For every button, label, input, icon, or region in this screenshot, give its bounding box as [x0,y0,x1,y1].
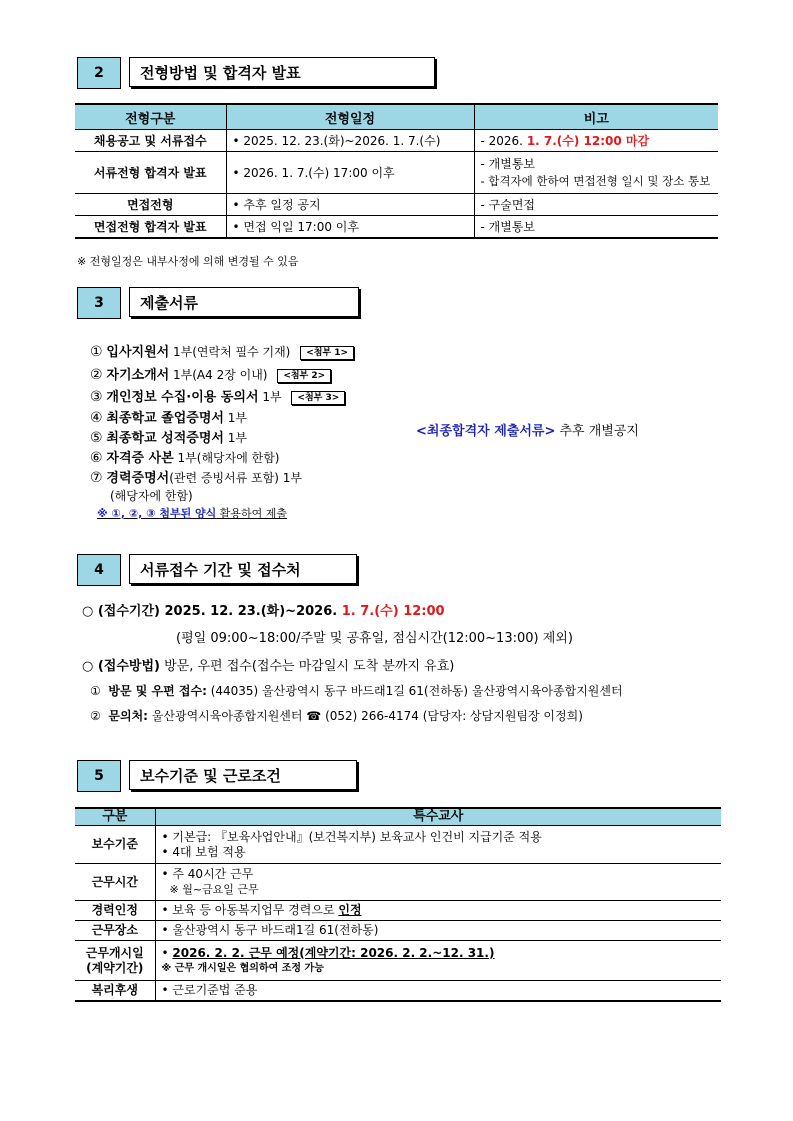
document-item [90,447,280,466]
item-desc: 1부(A4 2장 이내) [169,368,268,382]
section-number: 2 [77,57,121,89]
row-label-line: (계약기간) [86,960,144,975]
document-item [90,467,302,486]
note-highlight: 첨부된 양식 [159,507,217,520]
schedule-cell: • 2025. 12. 23.(화)~2026. 1. 7.(수) [226,130,474,152]
note-text: - 2026. [480,134,527,148]
method-text: 방문, 우편 접수(접수는 마감일시 도착 분까지 유효) [159,659,455,674]
item-desc: 1부(해당자에 한함) [173,451,280,465]
schedule-cell: • 추후 일정 공지 [226,194,474,216]
note-prefix: ※ ①, ②, ③ [97,507,160,520]
address-line [90,682,623,699]
schedule-footnote: ※ 전형일정은 내부사정에 의해 변경될 수 있음 [77,255,299,268]
document-item [90,386,345,405]
detail-line: • 4대 보험 적용 [161,844,246,859]
row-label: 보수기준 [75,826,155,864]
section-number: 4 [77,554,121,586]
detail-cell: • 근로기준법 준용 [155,981,721,1001]
item-name: 개인정보 수집·이용 동의서 [106,390,259,405]
detail-text: • 보육 등 아동복지업무 경력으로 [161,903,339,917]
detail-cell [155,901,721,921]
table-row [75,921,721,941]
detail-line: • 기본급: 『보육사업안내』(보건복지부) 보육교사 인건비 지급기준 적용 [161,829,542,844]
item-number: ④ [90,410,103,426]
item-desc: 1부 [258,390,282,404]
row-label: 면접전형 합격자 발표 [75,216,226,238]
document-item [90,341,354,360]
item-number: ① [90,344,103,360]
attachment-note [97,505,287,521]
detail-line: • 주 40시간 근무 [161,867,254,881]
column-header: 비고 [474,104,718,130]
section-number: 3 [77,287,121,319]
table-row [75,216,718,238]
item-number: ⑥ [90,450,103,466]
selection-schedule-table [75,103,718,239]
detail-line: ※ 월~금요일 근무 [169,883,259,896]
detail-line: • 2026. 2. 2. 근무 예정(계약기간: 2026. 2. 2.~12. 31.) [161,945,495,960]
item-number: ⑦ [90,470,103,486]
section-title: 서류접수 기간 및 접수처 [129,554,357,584]
final-label: <최종합격자 제출서류> [416,424,556,439]
note-cell: - 개별통보 [474,216,718,238]
section-number: 5 [77,760,121,792]
item-desc: (관련 증빙서류 포함) 1부 [169,471,302,485]
period-deadline: 1. 7.(수) 12:00 [341,604,445,619]
column-header: 구분 [75,808,155,826]
detail-cell [155,826,721,864]
column-header: 전형구분 [75,104,226,130]
item-number: ② [90,367,103,383]
row-label [75,941,155,981]
table-header-row [75,808,721,826]
note-suffix: 활용하여 제출 [216,507,288,520]
period-note: (평일 09:00~18:00/주말 및 공휴일, 점심시간(12:00~13:00) 제외) [176,631,573,646]
method-label: ○ (접수방법) [82,659,160,674]
table-row [75,194,718,216]
item-name: 자기소개서 [106,368,170,383]
table-row [75,130,718,152]
row-label: 서류전형 합격자 발표 [75,152,226,194]
item-name: 입사지원서 [106,345,170,360]
column-header: 전형일정 [226,104,474,130]
attachment-tag: <첨부 1> [300,346,354,360]
address-label: 방문 및 우편 접수: [108,684,207,698]
start-date-text: 2026. 2. 2. 근무 예정(계약기간: 2026. 2. 2.~12. 31.) [172,945,495,960]
note-cell: - 구술면접 [474,194,718,216]
item-number: ② [90,709,101,723]
deadline-text: 1. 7.(수) 12:00 마감 [526,134,650,148]
item-desc: 1부 [223,411,247,425]
section-title: 보수기준 및 근로조건 [129,760,357,790]
row-label: 복리후생 [75,981,155,1001]
table-row [75,901,721,921]
section-title: 제출서류 [129,287,359,317]
table-row [75,864,721,901]
final-text: 추후 개별공지 [555,424,639,439]
row-label: 경력인정 [75,901,155,921]
note-cell [474,152,718,194]
contact-label: 문의처: [108,709,148,723]
table-row [75,826,721,864]
compensation-table [75,807,721,1002]
item-name: 최종학교 졸업증명서 [106,411,224,426]
note-cell [474,130,718,152]
table-row [75,152,718,194]
item-name: 최종학교 성적증명서 [106,431,224,446]
application-period [82,600,445,619]
attachment-tag: <첨부 3> [291,391,345,405]
row-label-line: 근무개시일 [85,945,144,960]
application-method [82,655,454,674]
detail-cell: • 울산광역시 동구 바드래1길 61(전하동) [155,921,721,941]
final-documents-note [416,420,639,439]
attachment-tag: <첨부 2> [277,369,331,383]
item-name: 경력증명서 [106,471,170,486]
schedule-cell: • 면접 익일 17:00 이후 [226,216,474,238]
document-item [90,364,331,383]
document-item [90,407,247,426]
item-continuation: (해당자에 한함) [110,489,193,503]
address-text: (44035) 울산광역시 동구 바드래1길 61(전하동) 울산광역시육아종합지원센터 [206,684,623,698]
item-number: ③ [90,389,103,405]
contact-text: 울산광역시육아종합지원센터 ☎ (052) 266-4174 (담당자: 상담지원팀장 이정희) [147,709,583,723]
contact-line [90,707,583,724]
note-line: - 개별통보 [480,156,536,171]
item-desc: 1부 [223,431,247,445]
schedule-cell: • 2026. 1. 7.(수) 17:00 이후 [226,152,474,194]
table-header-row [75,104,718,130]
detail-cell [155,864,721,901]
table-row [75,941,721,981]
column-header: 특수교사 [155,808,721,826]
period-label: ○ (접수기간) 2025. 12. 23.(화)~2026. [82,604,342,619]
item-number: ⑤ [90,430,103,446]
row-label: 면접전형 [75,194,226,216]
item-number: ① [90,684,101,698]
row-label: 근무장소 [75,921,155,941]
document-item [90,427,247,446]
item-desc: 1부(연락처 필수 기재) [169,345,291,359]
detail-line: ※ 근무 개시일은 협의하여 조정 가능 [161,962,324,974]
table-row [75,981,721,1001]
detail-emphasis: 인정 [338,903,362,917]
note-line: - 합격자에 한하여 면접전형 일시 및 장소 통보 [480,173,711,188]
row-label: 채용공고 및 서류접수 [75,130,226,152]
section-title: 전형방법 및 합격자 발표 [129,57,435,87]
detail-cell [155,941,721,981]
item-name: 자격증 사본 [106,451,174,466]
row-label: 근무시간 [75,864,155,901]
